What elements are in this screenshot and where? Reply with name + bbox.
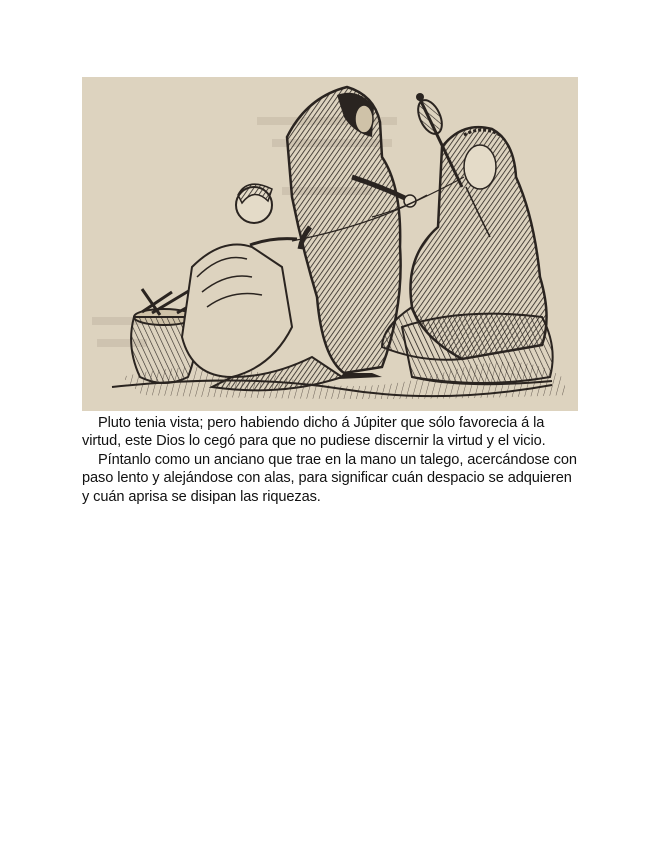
rock-seat [402, 314, 553, 383]
caption-text [82, 414, 582, 506]
paragraph-2: Píntanlo como un anciano que trae en la mano un talego, acercándose con paso lento y alejándose con alas, para significar cuán despacio se adquieren y cuán aprisa se disipan las riquezas. [82, 451, 577, 505]
engraving-image [82, 77, 578, 411]
paragraph-1: Pluto tenia vista; pero habiendo dicho á Júpiter que sólo favorecia á la virtud, este Dios lo cegó para que no pudiese discernir la virtud y el vicio. [82, 415, 546, 450]
engraving-illustration [82, 77, 578, 411]
